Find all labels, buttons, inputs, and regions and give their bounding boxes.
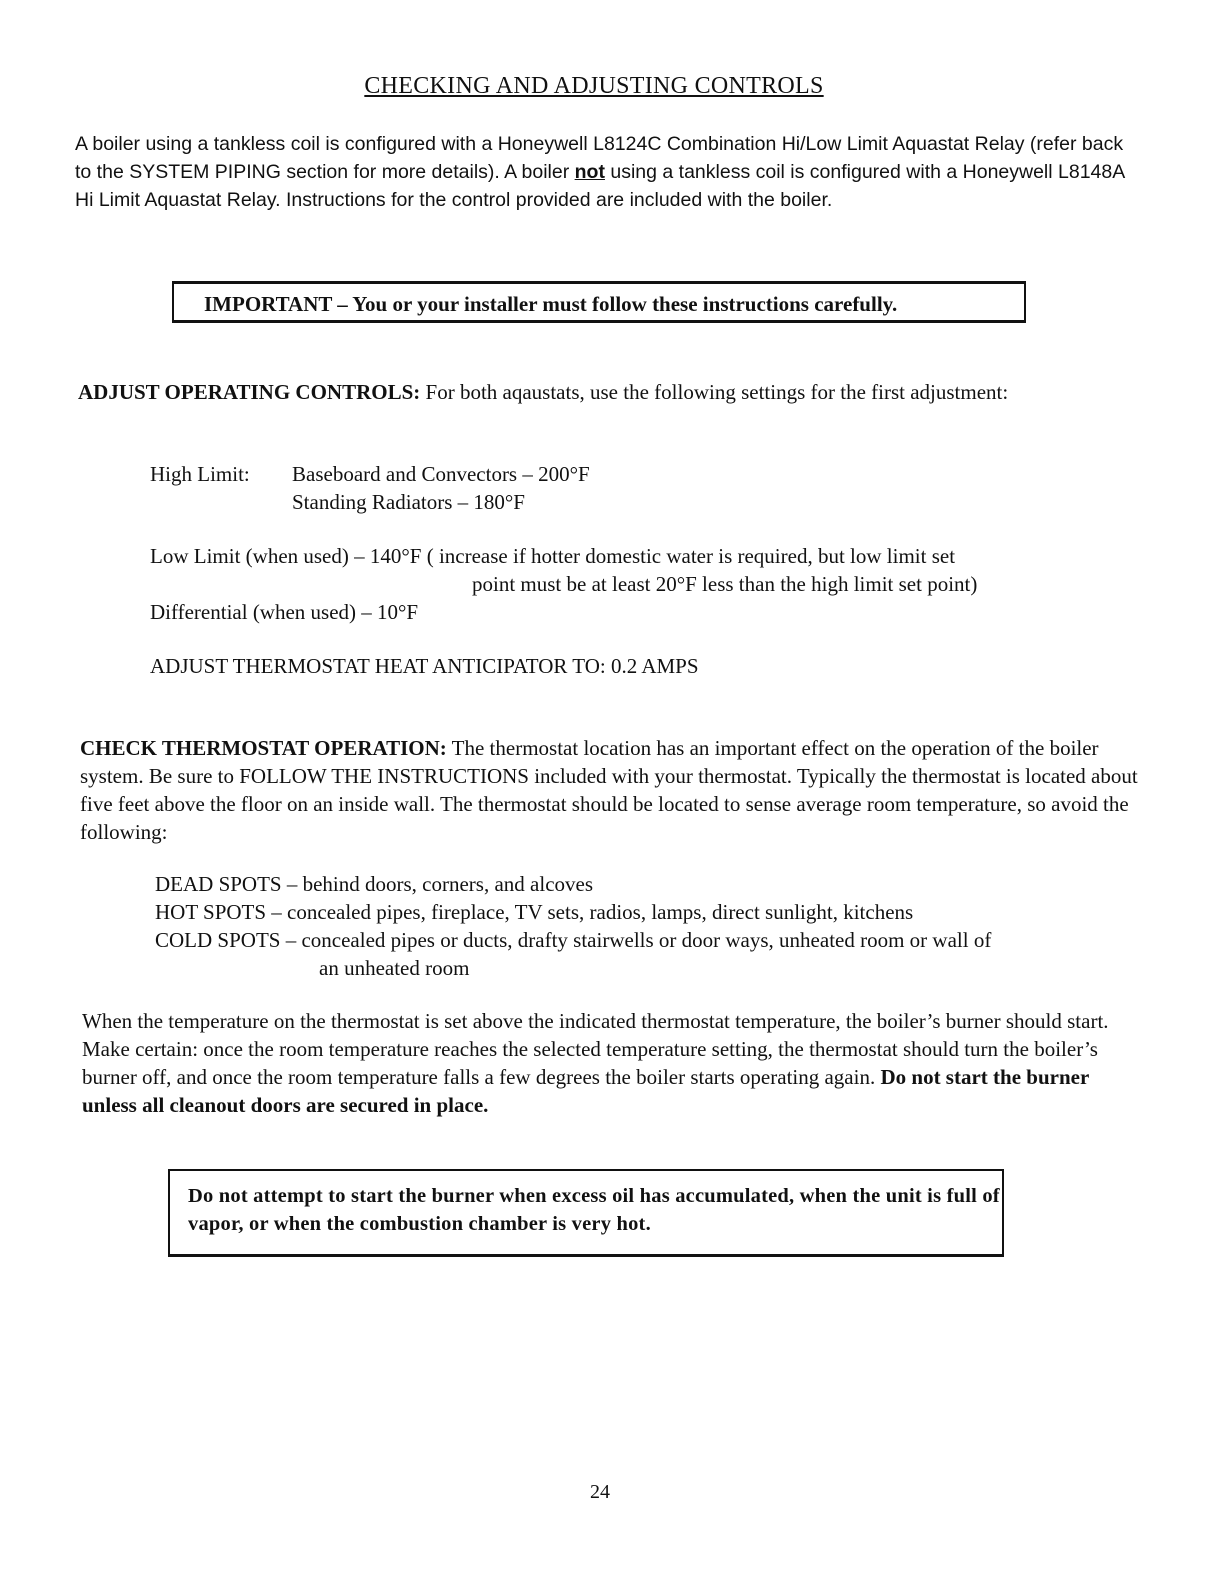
intro-emphasis-not: not <box>574 161 605 183</box>
high-limit-radiators: Standing Radiators – 180°F <box>292 490 525 514</box>
check-thermostat-paragraph <box>80 734 1140 846</box>
burner-operation-paragraph <box>82 1007 1142 1119</box>
low-limit-line-2: point must be at least 20°F less than the high limit set point) <box>472 572 978 596</box>
differential-setting: Differential (when used) – 10°F <box>150 600 419 624</box>
cold-spots-continuation: an unheated room <box>319 956 470 980</box>
hot-spots-item: HOT SPOTS – concealed pipes, fireplace, TV sets, radios, lamps, direct sunlight, kitchens <box>155 900 914 924</box>
check-thermostat-heading: CHECK THERMOSTAT OPERATION: <box>80 736 447 760</box>
check-thermostat-text: The thermostat location has an important effect on the operation of the boiler system. Be sure to FOLLOW THE INSTRUCTIONS included with your thermostat. Typically the thermostat is located about five feet above the floor on an inside wall. The thermostat should be located to sense average room temperature, so avoid the following: <box>80 736 1138 844</box>
page-number: 24 <box>590 1481 610 1503</box>
anticipator-setting: ADJUST THERMOSTAT HEAT ANTICIPATOR TO: 0.2 AMPS <box>150 654 699 678</box>
important-notice-box: IMPORTANT – You or your installer must follow these instructions carefully. <box>172 281 1026 323</box>
burner-operation-warning: Do not start the burner unless all cleanout doors are secured in place. <box>82 1065 1089 1117</box>
spots-list <box>155 870 991 982</box>
cold-spots-item: COLD SPOTS – concealed pipes or ducts, drafty stairwells or door ways, unheated room or wall of <box>155 928 992 952</box>
adjust-controls-heading: ADJUST OPERATING CONTROLS: <box>78 380 421 404</box>
low-limit-line-1: Low Limit (when used) – 140°F ( increase if hotter domestic water is required, but low limit set <box>150 544 956 568</box>
page-title: CHECKING AND ADJUSTING CONTROLS <box>364 73 824 99</box>
burner-operation-text: When the temperature on the thermostat is set above the indicated thermostat temperature, the boiler’s burner should start. Make certain: once the room temperature reaches the selected temperature setting, the thermostat should turn the boiler’s burner off, and once the room temperature falls a few degrees the boiler starts operating again. <box>82 1009 1109 1089</box>
intro-text-1: A boiler using a tankless coil is configured with a Honeywell L8124C Combination Hi/Low Limit Aquastat Relay (refer back to the SYSTEM PIPING section for more details). A boiler <box>75 133 1124 183</box>
high-limit-label: High Limit: <box>150 462 250 486</box>
intro-paragraph <box>75 130 1135 214</box>
adjust-controls-text: For both aqaustats, use the following settings for the first adjustment: <box>420 380 1009 404</box>
dead-spots-item: DEAD SPOTS – behind doors, corners, and alcoves <box>155 872 594 896</box>
warning-box: Do not attempt to start the burner when excess oil has accumulated, when the unit is full of vapor, or when the combustion chamber is very hot. <box>168 1169 1004 1257</box>
adjust-controls-paragraph <box>78 378 1138 406</box>
high-limit-baseboard: Baseboard and Convectors – 200°F <box>292 462 590 486</box>
intro-text-2: using a tankless coil is configured with a Honeywell L8148A Hi Limit Aquastat Relay. Instructions for the control provided are included with the boiler. <box>75 161 1125 211</box>
